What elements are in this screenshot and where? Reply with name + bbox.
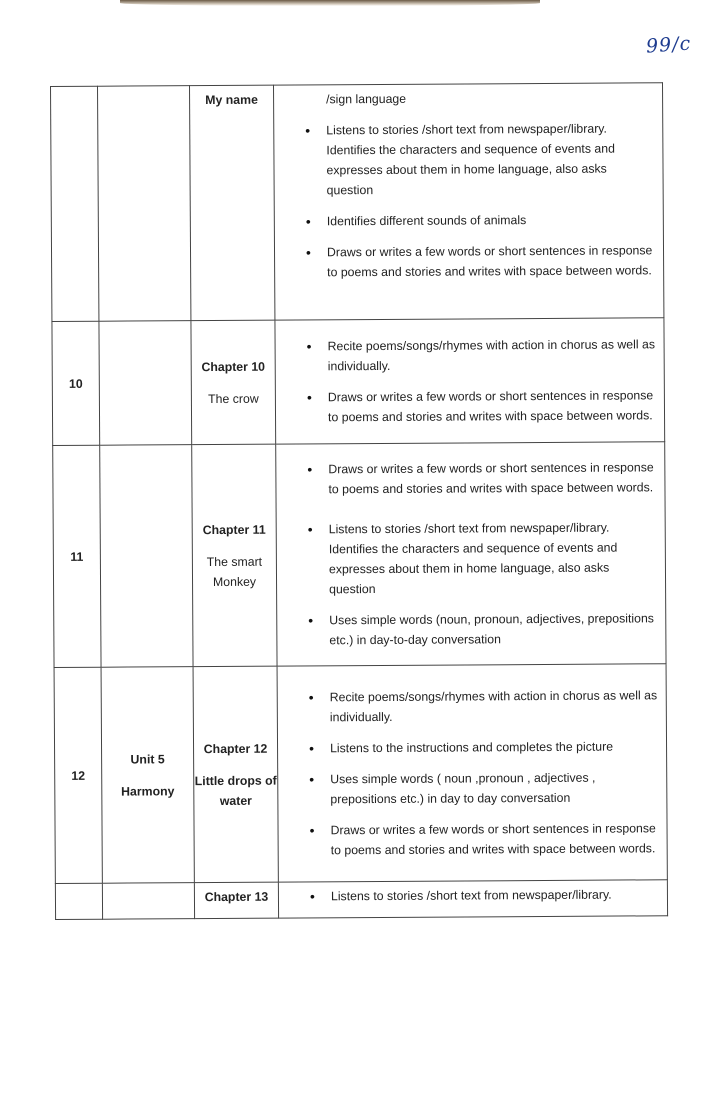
bullet-icon: •: [309, 740, 315, 757]
bullet-icon: •: [305, 122, 311, 139]
learning-outcomes-cell: [276, 442, 666, 666]
handwritten-page-number: 99/c: [645, 32, 692, 58]
outcome-list: [279, 884, 667, 906]
learning-outcomes-cell: [275, 318, 665, 444]
chapter-title: The smart Monkey: [206, 554, 263, 589]
bullet-icon: •: [308, 689, 314, 706]
unit-title: Harmony: [121, 783, 175, 799]
outcome-list: [276, 457, 665, 650]
list-item: • Listens to the instructions and completes the picture: [309, 739, 614, 757]
chapter-cell: [194, 882, 278, 919]
row-number-cell: 11: [53, 445, 101, 667]
row-number-cell: 10: [52, 321, 100, 445]
chapter-number: Chapter 13: [204, 889, 269, 905]
continued-text: /sign language: [326, 91, 407, 107]
list-item: • Listens to stories /short text from newspaper/library. Identifies the characters and sequence of events and expresses about them in home language, also asks question: [305, 121, 615, 198]
curriculum-table-wrapper: [50, 82, 667, 920]
list-item: • Draws or writes a few words or short sentences in response to poems and stories and writes with space between words.: [305, 243, 653, 280]
table-row: [52, 318, 665, 446]
learning-outcomes-cell: [273, 83, 663, 320]
curriculum-table: [50, 82, 668, 920]
chapter-title: Little drops of water: [194, 773, 277, 808]
unit-cell: [101, 667, 194, 884]
table-row: [54, 664, 667, 884]
bullet-icon: •: [309, 822, 315, 839]
row-number-cell: [51, 86, 99, 321]
chapter-title: The crow: [208, 391, 259, 406]
unit-number: Unit 5: [130, 751, 165, 767]
list-item: • Draws or writes a few words or short sentences in response to poems and stories and writes with space between words.: [307, 460, 654, 497]
unit-cell: [100, 445, 193, 668]
learning-outcomes-cell: [278, 880, 667, 918]
chapter-number: Chapter 11: [202, 522, 266, 537]
chapter-title: My name: [205, 92, 258, 108]
bullet-icon: •: [307, 521, 313, 538]
list-item: • Identifies different sounds of animals: [305, 213, 527, 230]
outcome-list: [278, 685, 667, 860]
unit-cell: [98, 86, 191, 322]
outcome-list: [276, 334, 665, 427]
bullet-icon: •: [306, 338, 312, 355]
unit-cell: [99, 321, 192, 446]
row-number-cell: 12: [54, 667, 102, 883]
chapter-cell: [191, 320, 276, 445]
unit-cell: [102, 883, 194, 920]
table-row: [53, 442, 666, 668]
list-item: • Uses simple words (noun, pronoun, adjectives, prepositions etc.) in day-to-day conversation: [308, 611, 654, 648]
list-item: • Recite poems/songs/rhymes with action in chorus as well as individually.: [306, 337, 656, 374]
list-item: • Draws or writes a few words or short sentences in response to poems and stories and writes with space between words.: [309, 821, 656, 858]
bullet-icon: •: [305, 244, 311, 261]
outcome-list: [274, 118, 663, 282]
chapter-cell: [193, 666, 278, 883]
scan-edge-shadow: [120, 0, 540, 6]
list-item: • Listens to stories /short text from newspaper/library. Identifies the characters and sequence of events and expresses about them in home language, also asks question: [307, 520, 618, 597]
bullet-icon: •: [309, 888, 315, 905]
list-item: • Draws or writes a few words or short sentences in response to poems and stories and writes with space between words.: [306, 388, 654, 425]
bullet-icon: •: [309, 771, 315, 788]
bullet-icon: •: [308, 612, 314, 629]
chapter-cell: [192, 444, 277, 667]
table-row: [55, 880, 667, 920]
row-number-cell: [55, 883, 102, 919]
bullet-icon: •: [306, 389, 312, 406]
chapter-cell: [190, 85, 275, 321]
table-row: [51, 83, 664, 322]
chapter-number: Chapter 12: [203, 741, 268, 756]
bullet-icon: •: [307, 461, 313, 478]
list-item: • Recite poems/songs/rhymes with action in chorus as well as individually.: [308, 688, 658, 725]
chapter-number: Chapter 10: [201, 359, 266, 374]
list-item: • Uses simple words ( noun ,pronoun , adjectives , prepositions etc.) in day to day conversation: [309, 770, 596, 807]
bullet-icon: •: [305, 213, 311, 230]
learning-outcomes-cell: [277, 664, 667, 882]
list-item: • Listens to stories /short text from newspaper/library.: [309, 887, 612, 905]
